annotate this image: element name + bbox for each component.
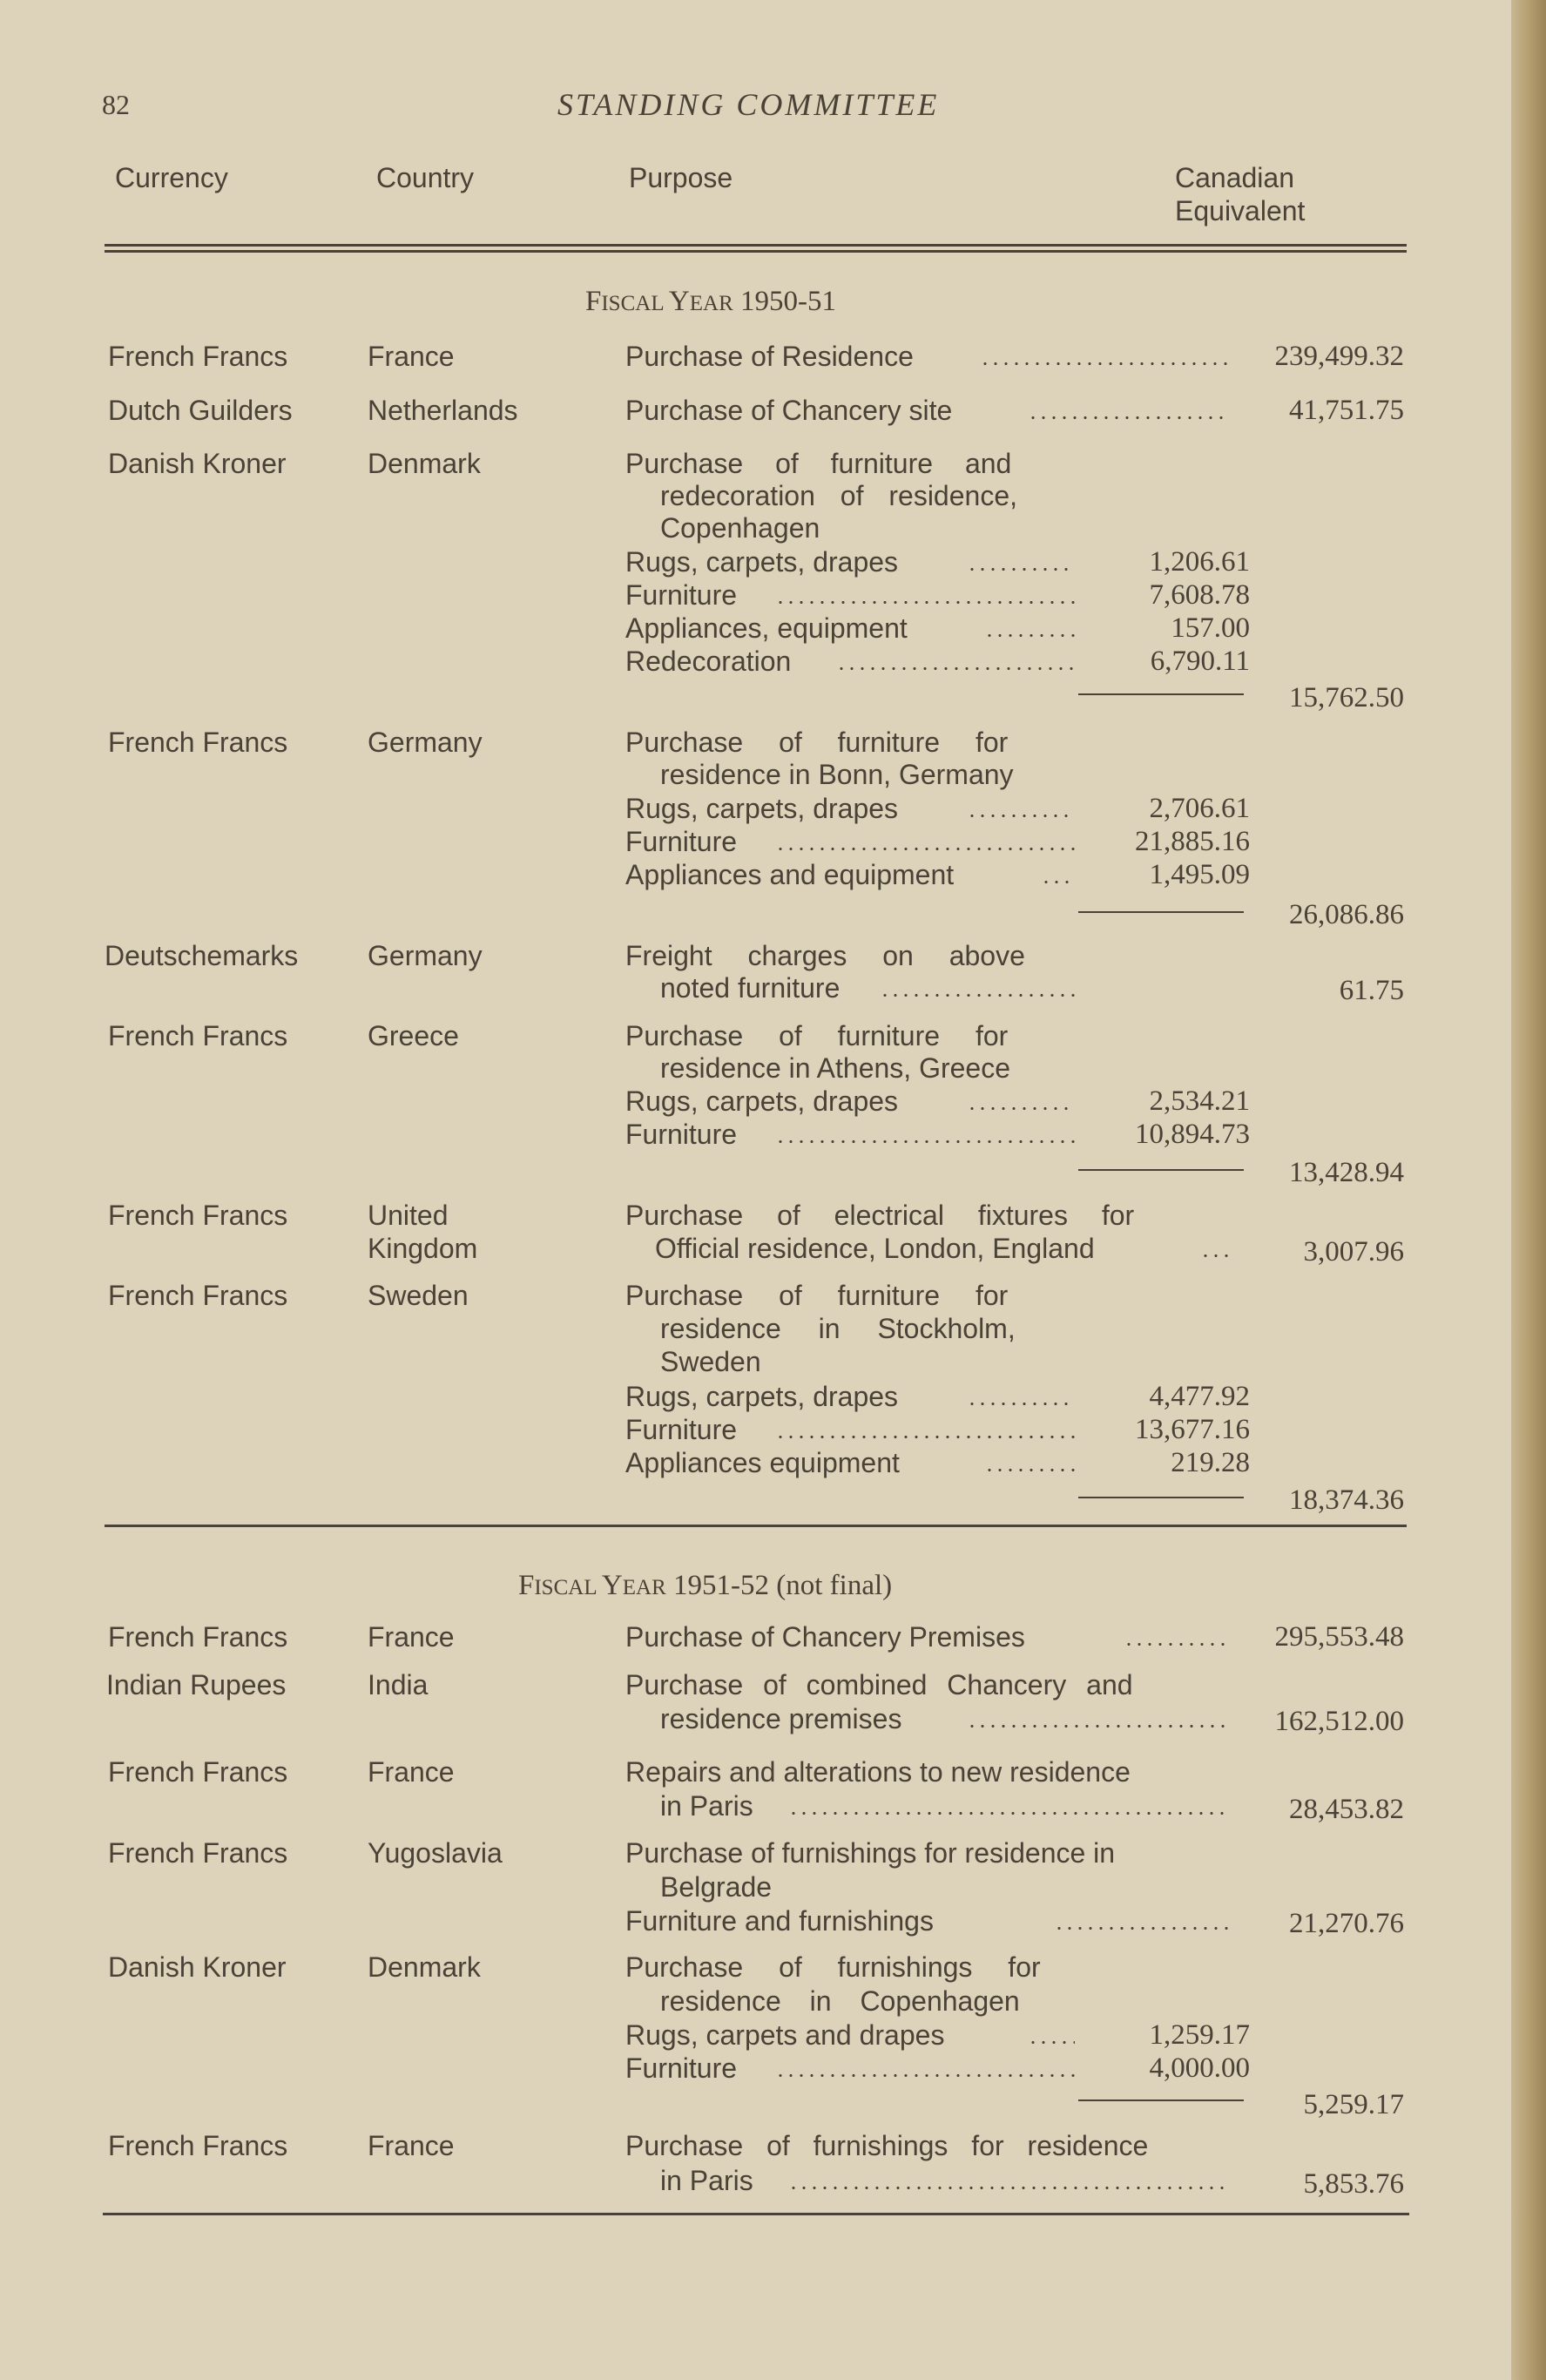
col-header-equivalent: Canadian [1175, 162, 1294, 193]
purpose-cell: Purchase of Residence [625, 341, 914, 372]
leader-dots [775, 601, 1075, 604]
item-label: Rugs, carpets, drapes [625, 1381, 899, 1412]
purpose-line: Purchase of furnishings for residence [625, 2130, 1149, 2161]
total-amount: 239,499.32 [1274, 341, 1404, 372]
leader-dots [980, 362, 1232, 365]
item-label: Redecoration [625, 646, 792, 677]
country-cell: India [368, 1669, 429, 1700]
currency-cell: French Francs [108, 1837, 288, 1869]
currency-cell: French Francs [108, 1621, 288, 1653]
currency-cell: Danish Kroner [108, 448, 287, 479]
purpose-line: in Paris [660, 2165, 753, 2196]
item-amount: 13,677.16 [1135, 1414, 1250, 1445]
item-label: Furniture [625, 2052, 738, 2084]
leader-dots [967, 1403, 1075, 1405]
leader-dots [967, 1725, 1228, 1728]
currency-cell: French Francs [108, 1020, 288, 1051]
total-amount: 41,751.75 [1289, 395, 1404, 426]
country-cell: Denmark [368, 1951, 481, 1983]
purpose-line: Official residence, London, England [655, 1233, 1095, 1264]
purpose-line: Purchase of furnishings for [625, 1951, 1041, 1983]
currency-cell: French Francs [108, 1200, 288, 1231]
item-amount: 2,534.21 [1149, 1085, 1250, 1117]
leader-dots [775, 848, 1075, 850]
purpose-line: Purchase of furniture for [625, 1280, 1009, 1311]
purpose-line: residence in Stockholm, [660, 1313, 1016, 1344]
country-cell: France [368, 341, 455, 372]
currency-cell: Danish Kroner [108, 1951, 287, 1983]
total-amount: 26,086.86 [1289, 899, 1404, 930]
item-label: Appliances, equipment [625, 612, 908, 644]
currency-cell: French Francs [108, 341, 288, 372]
purpose-cell: Purchase of Chancery Premises [625, 1621, 1025, 1653]
country-cell: Greece [368, 1020, 459, 1051]
leader-dots [967, 815, 1075, 817]
section-rule [105, 1525, 1407, 1527]
total-amount: 61.75 [1339, 975, 1404, 1006]
total-amount: 15,762.50 [1289, 682, 1404, 713]
purpose-line: Purchase of electrical fixtures for [625, 1200, 1135, 1231]
leader-dots [775, 2074, 1075, 2077]
purpose-line: Freight charges on above [625, 940, 1025, 971]
leader-dots [967, 568, 1075, 571]
section-heading-1951: FISCAL YEAR 1951-52 (not final) [518, 1570, 893, 1601]
item-amount: 10,894.73 [1135, 1119, 1250, 1150]
item-label: Appliances and equipment [625, 859, 955, 890]
section-heading-1950: FISCAL YEAR 1950-51 [585, 286, 837, 317]
purpose-line: Purchase of furniture for [625, 1020, 1009, 1051]
item-amount: 2,706.61 [1149, 793, 1250, 824]
currency-cell: French Francs [108, 727, 288, 758]
leader-dots [1028, 416, 1228, 419]
subtotal-rule [1078, 2099, 1244, 2101]
purpose-line: residence in Copenhagen [660, 1985, 1020, 2017]
item-label: Rugs, carpets, drapes [625, 793, 899, 824]
purpose-line: noted furniture [660, 972, 841, 1004]
currency-cell: Dutch Guilders [108, 395, 293, 426]
item-label: Appliances equipment [625, 1447, 900, 1478]
item-label: Rugs, carpets and drapes [625, 2019, 945, 2051]
leader-dots [967, 1107, 1075, 1110]
country-cell: Sweden [368, 1280, 469, 1311]
leader-dots [1200, 1254, 1228, 1257]
item-amount: 21,885.16 [1135, 826, 1250, 857]
total-amount: 28,453.82 [1289, 1794, 1404, 1825]
country-cell: United [368, 1200, 449, 1231]
country-cell: Germany [368, 727, 483, 758]
total-amount: 3,007.96 [1303, 1236, 1404, 1268]
total-amount: 162,512.00 [1274, 1706, 1404, 1737]
country-cell: France [368, 1621, 455, 1653]
country-cell: Germany [368, 940, 483, 971]
currency-cell: Deutschemarks [105, 940, 299, 971]
leader-dots [775, 1140, 1075, 1143]
purpose-line: Purchase of furniture for [625, 727, 1009, 758]
purpose-line: residence in Bonn, Germany [660, 759, 1014, 790]
item-amount: 1,206.61 [1149, 546, 1250, 578]
country-cell: France [368, 1756, 455, 1788]
item-amount: 4,000.00 [1149, 2052, 1250, 2084]
item-amount: 4,477.92 [1149, 1381, 1250, 1412]
country-cell: Netherlands [368, 395, 518, 426]
col-header-country: Country [376, 162, 475, 193]
country-cell: Denmark [368, 448, 481, 479]
item-amount: 1,259.17 [1149, 2019, 1250, 2051]
item-label: Rugs, carpets, drapes [625, 1085, 899, 1117]
purpose-line: Furniture and furnishings [625, 1905, 934, 1937]
purpose-line: Purchase of furniture and [625, 448, 1012, 479]
currency-cell: French Francs [108, 1756, 288, 1788]
item-label: Furniture [625, 1414, 738, 1445]
purpose-cell: Purchase of Chancery site [625, 395, 953, 426]
item-amount: 7,608.78 [1149, 579, 1250, 611]
leader-dots [836, 667, 1075, 670]
country-cell: France [368, 2130, 455, 2161]
purpose-line: in Paris [660, 1790, 753, 1822]
total-amount: 18,374.36 [1289, 1484, 1404, 1516]
leader-dots [1124, 1643, 1228, 1646]
currency-cell: Indian Rupees [106, 1669, 287, 1700]
total-amount: 5,259.17 [1303, 2089, 1404, 2120]
leader-dots [984, 634, 1075, 637]
running-title: STANDING COMMITTEE [557, 87, 940, 122]
page-number: 82 [102, 89, 130, 120]
purpose-line: Purchase of combined Chancery and [625, 1669, 1133, 1700]
purpose-line: redecoration of residence, [660, 480, 1017, 511]
header-double-rule [105, 244, 1407, 253]
subtotal-rule [1078, 911, 1244, 913]
purpose-line: Sweden [660, 1346, 761, 1377]
total-amount: 295,553.48 [1274, 1621, 1404, 1653]
leader-dots [880, 994, 1075, 997]
currency-cell: French Francs [108, 2130, 288, 2161]
item-label: Furniture [625, 826, 738, 857]
item-amount: 157.00 [1171, 612, 1250, 644]
leader-dots [775, 1436, 1075, 1438]
subtotal-rule [1078, 1497, 1244, 1498]
item-label: Rugs, carpets, drapes [625, 546, 899, 578]
purpose-line: residence in Athens, Greece [660, 1052, 1011, 1084]
col-header-purpose: Purpose [629, 162, 733, 193]
subtotal-rule [1078, 1169, 1244, 1171]
purpose-line: Purchase of furnishings for residence in [625, 1837, 1116, 1869]
total-amount: 5,853.76 [1303, 2168, 1404, 2200]
leader-dots [788, 1812, 1228, 1815]
item-amount: 1,495.09 [1149, 859, 1250, 890]
leader-dots [1028, 2041, 1075, 2044]
purpose-line: Copenhagen [660, 512, 820, 544]
leader-dots [1054, 1927, 1228, 1930]
item-amount: 219.28 [1171, 1447, 1250, 1478]
country-cell: Kingdom [368, 1233, 478, 1264]
leader-dots [788, 2187, 1228, 2189]
item-label: Furniture [625, 1119, 738, 1150]
subtotal-rule [1078, 693, 1244, 695]
leader-dots [984, 1469, 1075, 1471]
page-edge [1511, 0, 1546, 2380]
bottom-rule [103, 2213, 1409, 2215]
total-amount: 13,428.94 [1289, 1157, 1404, 1188]
leader-dots [1041, 881, 1075, 883]
purpose-line: residence premises [660, 1703, 902, 1734]
col-header-currency: Currency [115, 162, 228, 193]
total-amount: 21,270.76 [1289, 1908, 1404, 1939]
currency-cell: French Francs [108, 1280, 288, 1311]
country-cell: Yugoslavia [368, 1837, 503, 1869]
item-label: Furniture [625, 579, 738, 611]
item-amount: 6,790.11 [1150, 646, 1250, 677]
purpose-line: Repairs and alterations to new residence [625, 1756, 1131, 1788]
col-header-equivalent-2: Equivalent [1175, 195, 1306, 227]
purpose-line: Belgrade [660, 1871, 773, 1903]
